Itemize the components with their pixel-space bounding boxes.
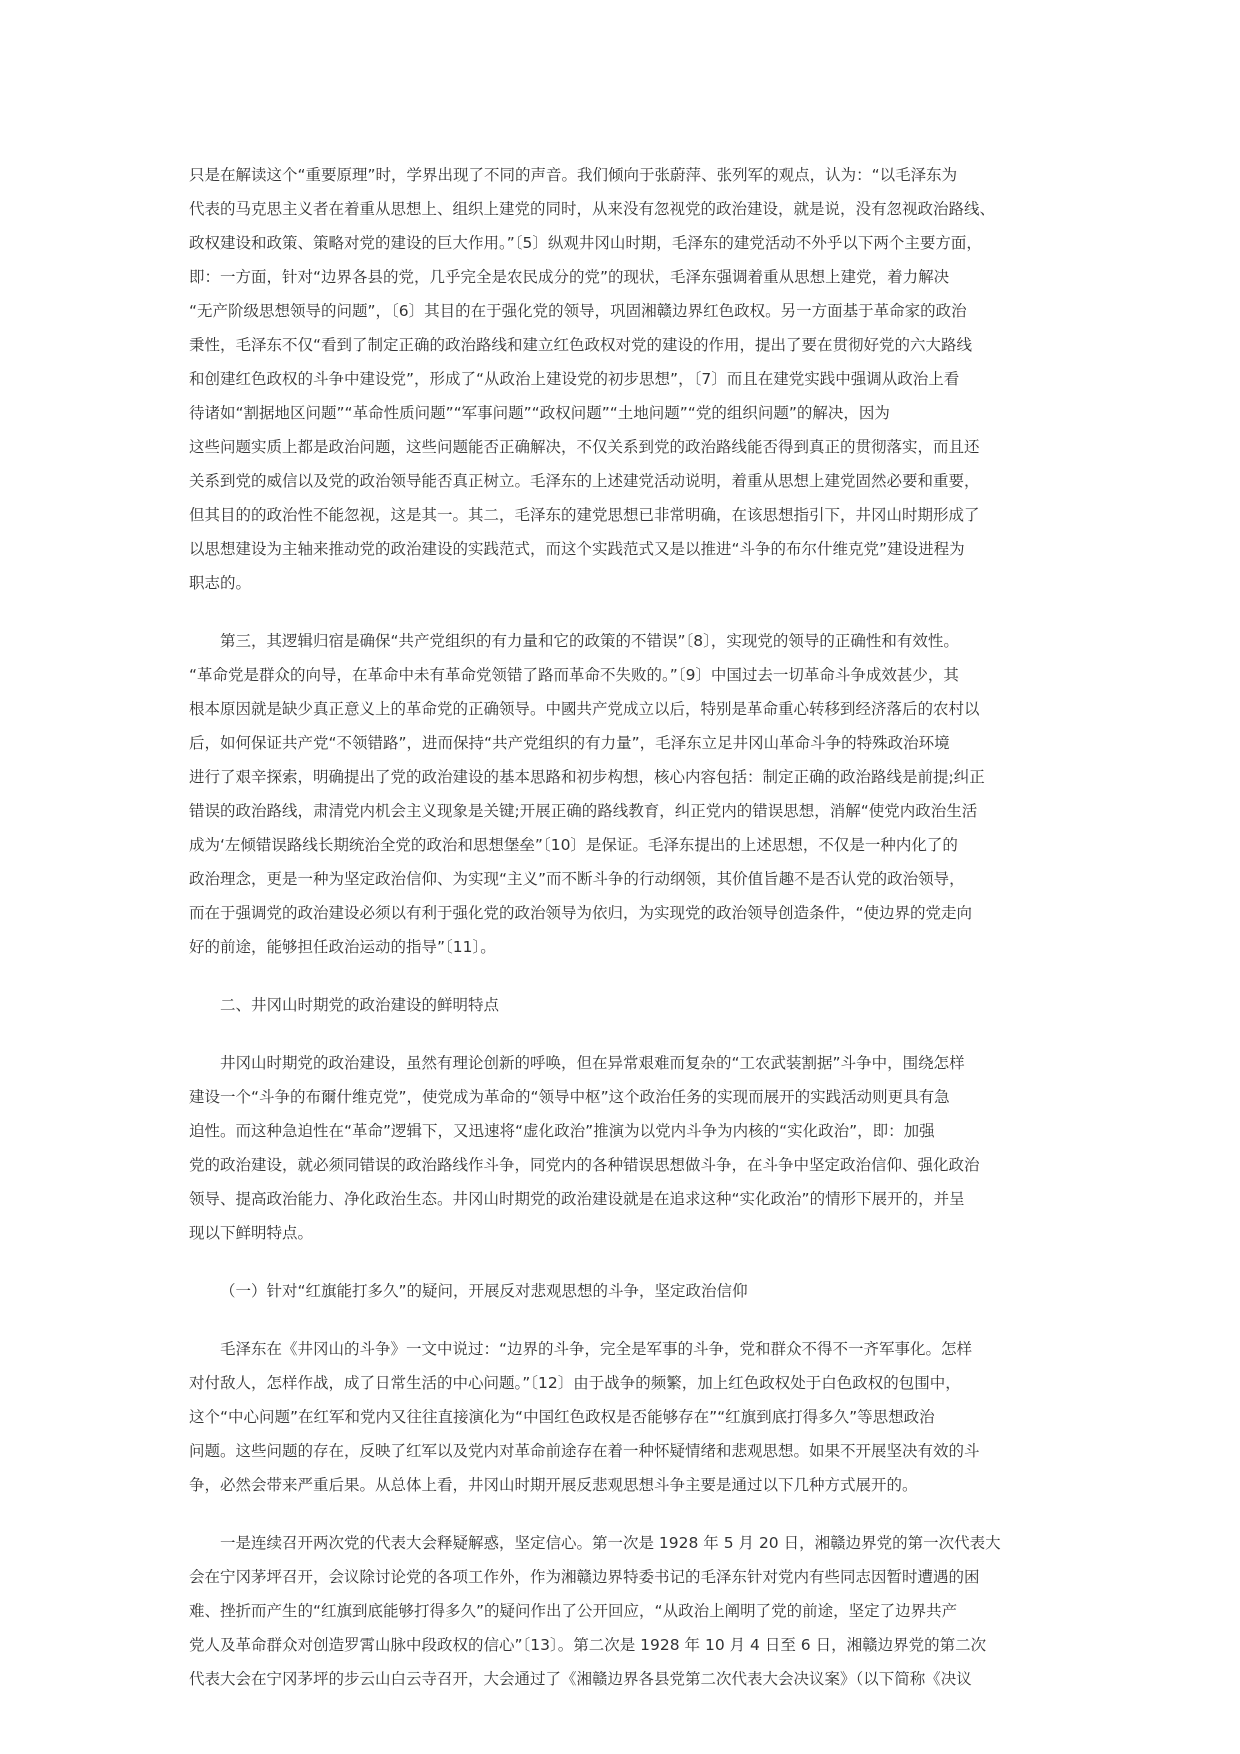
text-line: 井冈山时期党的政治建设，虽然有理论创新的呼唤，但在异常艰难而复杂的“工农武装割据”斗争中，围绕怎样: [220, 1054, 965, 1072]
text-line: 会在宁冈茅坪召开，会议除讨论党的各项工作外，作为湘赣边界特委书记的毛泽东针对党内有些同志因暂时遭遇的困: [189, 1568, 980, 1586]
text-line: 后，如何保证共产党“不领错路”，进而保持“共产党组织的有力量”，毛泽东立足井冈山革命斗争的特殊政治环境: [189, 734, 950, 752]
text-line: 但其目的的政治性不能忽视，这是其一。其二，毛泽东的建党思想已非常明确，在该思想指引下，井冈山时期形成了: [189, 506, 980, 524]
text-line: 政权建设和政策、策略对党的建设的巨大作用。”〔5〕纵观井冈山时期，毛泽东的建党活动不外乎以下两个主要方面，: [189, 234, 982, 252]
text-line: “无产阶级思想领导的问题”，〔6〕其目的在于强化党的领导，巩固湘赣边界红色政权。另一方面基于革命家的政治: [189, 302, 967, 320]
text-line: 建设一个“斗争的布爾什维克党”，使党成为革命的“领导中枢”这个政治任务的实现而展开的实践活动则更具有急: [189, 1088, 950, 1106]
text-line: 现以下鲜明特点。: [189, 1224, 314, 1242]
text-line: 党的政治建设，就必须同错误的政治路线作斗争，同党内的各种错误思想做斗争，在斗争中坚定政治信仰、强化政治: [189, 1156, 980, 1174]
text-line: 根本原因就是缺少真正意义上的革命党的正确领导。中國共产党成立以后，特别是革命重心转移到经济落后的农村以: [189, 700, 980, 718]
text-line: “革命党是群众的向导，在革命中未有革命党领错了路而革命不失败的。”〔9〕中国过去一切革命斗争成效甚少，其: [189, 666, 959, 684]
text-line: 毛泽东在《井冈山的斗争》一文中说过：“边界的斗争，完全是军事的斗争，党和群众不得不一齐军事化。怎样: [220, 1340, 973, 1358]
text-line: 难、挫折而产生的“红旗到底能够打得多久”的疑问作出了公开回应，“从政治上阐明了党的前途，坚定了边界共产: [189, 1602, 958, 1620]
text-line: 成为‘左倾错误路线长期统治全党的政治和思想堡垒”〔10〕是保证。毛泽东提出的上述思想，不仅是一种内化了的: [189, 836, 958, 854]
text-line: 第三，其逻辑归宿是确保“共产党组织的有力量和它的政策的不错误”〔8〕，实现党的领导的正确性和有效性。: [220, 632, 959, 650]
heading-text: 二、井冈山时期党的政治建设的鲜明特点: [220, 996, 500, 1014]
text-line: 而在于强调党的政治建设必须以有利于强化党的政治领导为依归，为实现党的政治领导创造条件，“使边界的党走向: [189, 904, 973, 922]
paragraph-1: [189, 158, 1061, 600]
text-line: 即：一方面，针对“边界各县的党，几乎完全是农民成分的党”的现状，毛泽东强调着重从思想上建党，着力解决: [189, 268, 950, 286]
text-line: 问题。这些问题的存在，反映了红军以及党内对革命前途存在着一种怀疑情绪和悲观思想。如果不开展坚决有效的斗: [189, 1442, 980, 1460]
text-line: 和创建红色政权的斗争中建设党”，形成了“从政治上建设党的初步思想”，〔7〕而且在建党实践中强调从政治上看: [189, 370, 960, 388]
paragraph-5: [189, 1526, 1061, 1696]
text-line: 争，必然会带来严重后果。从总体上看，井冈山时期开展反悲观思想斗争主要是通过以下几种方式展开的。: [189, 1476, 918, 1494]
text-line: 这些问题实质上都是政治问题，这些问题能否正确解决，不仅关系到党的政治路线能否得到真正的贯彻落实，而且还: [189, 438, 980, 456]
text-line: 代表的马克思主义者在着重从思想上、组织上建党的同时，从来没有忽视党的政治建设，就是说，没有忽视政治路线、: [189, 200, 996, 218]
document-page: [189, 158, 1061, 1720]
subsection-heading: [189, 1274, 1061, 1308]
text-line: 职志的。: [189, 574, 252, 592]
text-line: 只是在解读这个“重要原理”时，学界出现了不同的声音。我们倾向于张蔚萍、张列军的观点，认为：“以毛泽东为: [189, 166, 958, 184]
text-line: 这个“中心问题”在红军和党内又往往直接演化为“中国红色政权是否能够存在”“红旗到底打得多久”等思想政治: [189, 1408, 935, 1426]
section-heading: [189, 988, 1061, 1022]
text-line: 好的前途，能够担任政治运动的指导”〔11〕。: [189, 938, 496, 956]
paragraph-4: [189, 1332, 1061, 1502]
paragraph-2: [189, 624, 1061, 964]
heading-text: （一）针对“红旗能打多久”的疑问，开展反对悲观思想的斗争，坚定政治信仰: [220, 1282, 748, 1300]
text-line: 迫性。而这种急迫性在“革命”逻辑下，又迅速将“虚化政治”推演为以党内斗争为内核的“实化政治”，即：加强: [189, 1122, 935, 1140]
text-line: 以思想建设为主轴来推动党的政治建设的实践范式，而这个实践范式又是以推进“斗争的布尔什维克党”建设进程为: [189, 540, 965, 558]
text-line: 领导、提高政治能力、净化政治生态。井冈山时期党的政治建设就是在追求这种“实化政治”的情形下展开的，并呈: [189, 1190, 965, 1208]
text-line: 秉性，毛泽东不仅“看到了制定正确的政治路线和建立红色政权对党的建设的作用，提出了要在贯彻好党的六大路线: [189, 336, 973, 354]
paragraph-3: [189, 1046, 1061, 1250]
text-line: 对付敌人，怎样作战，成了日常生活的中心问题。”〔12〕由于战争的频繁，加上红色政权处于白色政权的包围中，: [189, 1374, 961, 1392]
text-line: 进行了艰辛探索，明确提出了党的政治建设的基本思路和初步构想，核心内容包括：制定正确的政治路线是前提;纠正: [189, 768, 985, 786]
text-line: 错误的政治路线，肃清党内机会主义现象是关键;开展正确的路线教育，纠正党内的错误思想，消解“使党内政治生活: [189, 802, 978, 820]
text-line: 一是连续召开两次党的代表大会释疑解惑，坚定信心。第一次是 1928 年 5 月 20 日，湘赣边界党的第一次代表大: [220, 1534, 1001, 1552]
text-line: 党人及革命群众对创造罗霄山脉中段政权的信心”〔13〕。第二次是 1928 年 10 月 4 日至 6 日，湘赣边界党的第二次: [189, 1636, 987, 1654]
text-line: 代表大会在宁冈茅坪的步云山白云寺召开，大会通过了《湘赣边界各县党第二次代表大会决议案》（以下简称《决议: [189, 1670, 972, 1688]
text-line: 政治理念，更是一种为坚定政治信仰、为实现“主义”而不断斗争的行动纲领，其价值旨趣不是否认党的政治领导，: [189, 870, 965, 888]
text-line: 待诸如“割据地区问题”“革命性质问题”“军事问题”“政权问题”“土地问题”“党的组织问题”的解决，因为: [189, 404, 890, 422]
text-line: 关系到党的威信以及党的政治领导能否真正树立。毛泽东的上述建党活动说明，着重从思想上建党固然必要和重要，: [189, 472, 980, 490]
